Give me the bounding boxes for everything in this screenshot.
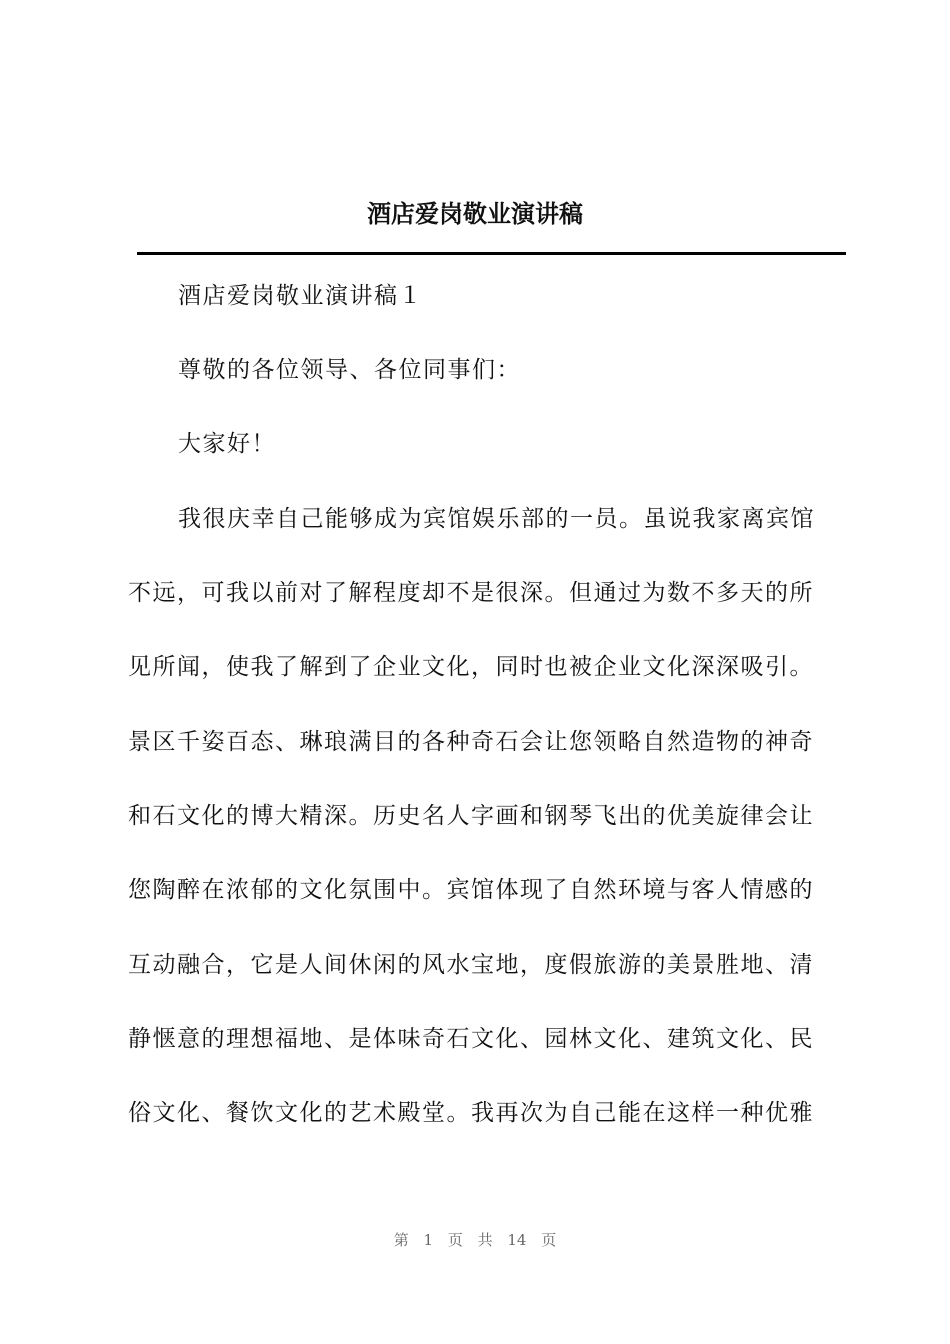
greeting-line: 大家好！ [178, 431, 276, 457]
title-underline [137, 252, 846, 255]
body-line: 和石文化的博大精深。历史名人字画和钢琴飞出的优美旋律会让 [128, 803, 814, 829]
document-title: 酒店爱岗敬业演讲稿 [367, 199, 583, 228]
page-number-footer: 第 1 页 共 14 页 [393, 1231, 557, 1249]
body-line: 景区千姿百态、琳琅满目的各种奇石会让您领略自然造物的神奇 [128, 729, 814, 755]
salutation-line: 尊敬的各位领导、各位同事们： [178, 357, 521, 383]
speech-subheading: 酒店爱岗敬业演讲稿１ [178, 283, 423, 309]
body-line: 互动融合，它是人间休闲的风水宝地，度假旅游的美景胜地、清 [128, 952, 814, 978]
body-line: 您陶醉在浓郁的文化氛围中。宾馆体现了自然环境与客人情感的 [128, 877, 814, 903]
body-line: 我很庆幸自己能够成为宾馆娱乐部的一员。虽说我家离宾馆 [178, 506, 815, 532]
body-line: 静惬意的理想福地、是体味奇石文化、园林文化、建筑文化、民 [128, 1026, 814, 1052]
body-line: 不远，可我以前对了解程度却不是很深。但通过为数不多天的所 [128, 580, 814, 606]
body-line: 俗文化、餐饮文化的艺术殿堂。我再次为自己能在这样一种优雅 [128, 1100, 814, 1126]
body-line: 见所闻，使我了解到了企业文化，同时也被企业文化深深吸引。 [128, 654, 814, 680]
